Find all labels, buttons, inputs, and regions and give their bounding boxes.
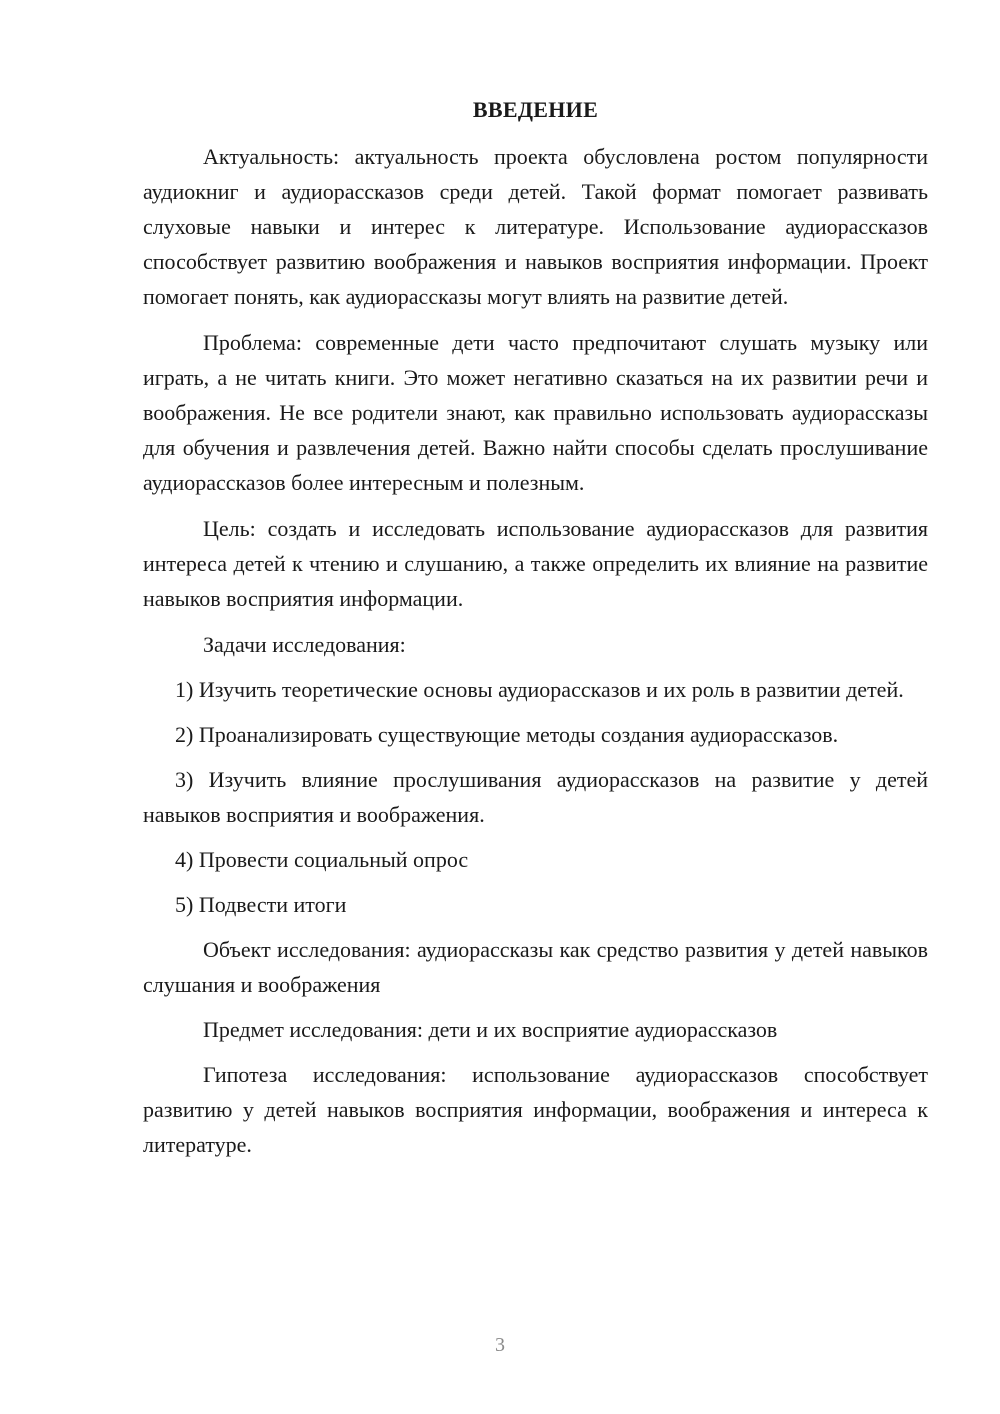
tasks-heading: Задачи исследования: xyxy=(203,632,406,657)
list-item: 5) Подвести итоги xyxy=(175,892,347,917)
paragraph-goal: Цель: создать и исследовать использование аудиорассказов для развития интереса детей к чтению и слушанию, а также определить их влияние на развитие навыков восприятия информации. xyxy=(143,516,928,611)
paragraph-relevance: Актуальность: актуальность проекта обусловлена ростом популярности аудиокниг и аудиорассказов среди детей. Такой формат помогает развивать слуховые навыки и интерес к литературе. Использование аудиорассказов способствует развитию воображения и навыков восприятия информации. Проект помогает понять, как аудиорассказы могут влиять на развитие детей. xyxy=(143,144,928,309)
list-item: 2) Проанализировать существующие методы создания аудиорассказов. xyxy=(175,722,839,747)
paragraph-problem: Проблема: современные дети часто предпочитают слушать музыку или играть, а не читать книги. Это может негативно сказаться на их развитии речи и воображения. Не все родители знают, как правильно использовать аудиорассказы для обучения и развлечения детей. Важно найти способы сделать прослушивание аудиорассказов более интересным и полезным. xyxy=(143,330,928,495)
list-item: 1) Изучить теоретические основы аудиорассказов и их роль в развитии детей. xyxy=(175,677,904,702)
list-item: 4) Провести социальный опрос xyxy=(175,847,469,872)
tasks-list xyxy=(143,672,928,922)
document-page xyxy=(143,92,928,1162)
paragraph-object: Объект исследования: аудиорассказы как средство развития у детей навыков слушания и воображения xyxy=(143,937,928,997)
page-title: ВВЕДЕНИЕ xyxy=(472,97,599,122)
paragraph-subject: Предмет исследования: дети и их восприятие аудиорассказов xyxy=(203,1017,778,1042)
paragraph-hypothesis: Гипотеза исследования: использование аудиорассказов способствует развитию у детей навыков восприятия информации, воображения и интереса к литературе. xyxy=(143,1062,928,1157)
page-number: 3 xyxy=(495,1334,505,1356)
list-item: 3) Изучить влияние прослушивания аудиорассказов на развитие у детей навыков восприятия и воображения. xyxy=(143,767,928,827)
